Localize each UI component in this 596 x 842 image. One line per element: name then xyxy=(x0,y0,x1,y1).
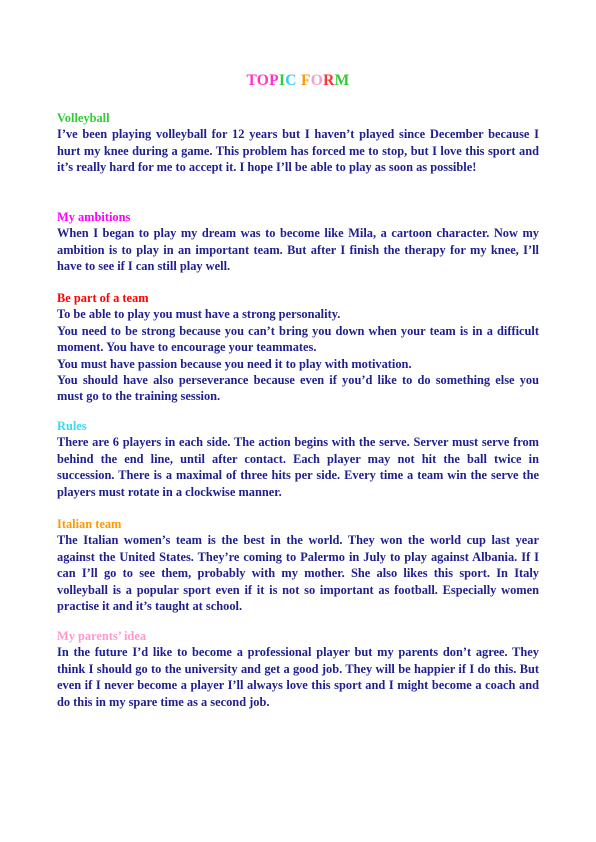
section-rules xyxy=(57,418,539,500)
title-letter: F xyxy=(300,72,311,89)
section-paragraph: You must have passion because you need it to play with motivation. xyxy=(57,356,412,371)
section-paragraph: When I began to play my dream was to become like Mila, a cartoon character. Now my ambition is to play in an important team. But after I finish the therapy for my knee, I’ll have to see if I can still play well. xyxy=(57,226,539,274)
section-heading: Volleyball xyxy=(57,111,110,125)
section-heading: Rules xyxy=(57,419,87,433)
title-letter: P xyxy=(269,72,279,89)
section-paragraph: The Italian women’s team is the best in the world. They won the world cup last year against the United States. They’re coming to Palermo in July to play against Albania. If I can I’ll go to see them, probably with my mother. She also likes this sport. In Italy volleyball is a popular sport even if it is not so important as football. Especially women practise it and it’s taught at school. xyxy=(57,533,539,614)
title-letter: C xyxy=(285,72,297,89)
title-letter: I xyxy=(278,72,286,89)
section-paragraph: You should have also perseverance because even if you’d like to do something else you must go to the training session. xyxy=(57,373,539,404)
section-heading: My parents’ idea xyxy=(57,629,147,643)
page-title xyxy=(57,71,539,91)
section-paragraph: In the future I’d like to become a professional player but my parents don’t agree. They think I should go to the university and get a good job. They will be happier if I do this. But even if I never become a player I’ll always love this sport and I might become a coach and do this in my spare time as a second job. xyxy=(57,645,539,709)
section-volleyball xyxy=(57,110,539,176)
section-ambitions xyxy=(57,209,539,275)
section-heading: Be part of a team xyxy=(57,291,149,305)
section-team xyxy=(57,290,539,405)
section-parents-idea xyxy=(57,628,539,710)
section-italian-team xyxy=(57,516,539,614)
section-paragraph: I’ve been playing volleyball for 12 years but I haven’t played since December because I hurt my knee during a game. This problem has forced me to stop, but I love this sport and it’s really hard for me to accept it. I hope I’ll be able to play as soon as possible! xyxy=(57,127,539,175)
title-letter: M xyxy=(334,72,350,89)
section-paragraph: To be able to play you must have a strong personality. xyxy=(57,307,341,322)
title-letter: O xyxy=(256,72,270,89)
title-letter: R xyxy=(323,72,335,89)
title-letter: T xyxy=(246,72,257,89)
section-paragraph: You need to be strong because you can’t bring you down when your team is in a difficult moment. You have to encourage your teammates. xyxy=(57,323,539,355)
section-heading: Italian team xyxy=(57,517,122,531)
section-paragraph: There are 6 players in each side. The action begins with the serve. Server must serve from behind the end line, until after contact. Each player may not hit the ball twice in succession. There is a maximal of three hits per side. Every time a team win the serve the players must rotate in a clockwise manner. xyxy=(57,435,539,499)
title-letter: O xyxy=(310,72,324,89)
section-heading: My ambitions xyxy=(57,210,131,224)
